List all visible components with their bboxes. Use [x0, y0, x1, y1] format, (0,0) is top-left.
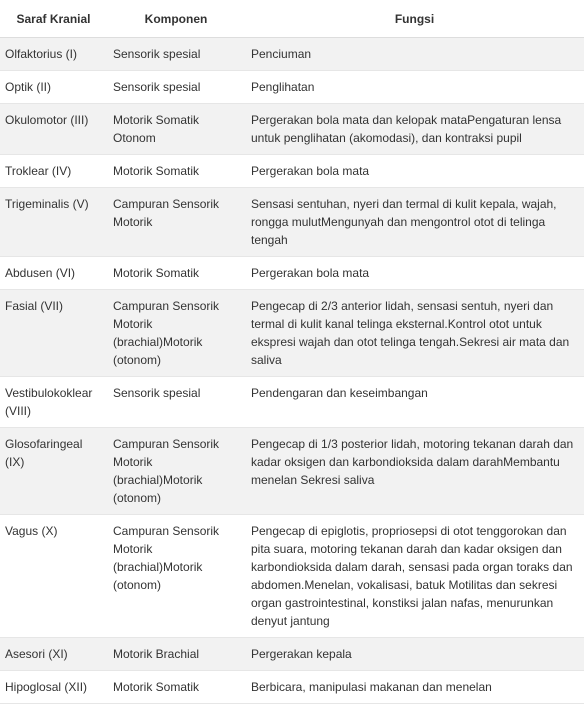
cell-komponen: Campuran Sensorik Motorik (brachial)Motorik (otonom)	[107, 515, 245, 638]
table-row	[0, 104, 584, 155]
cell-saraf: Vagus (X)	[0, 515, 107, 638]
cell-fungsi: Pengecap di 2/3 anterior lidah, sensasi sentuh, nyeri dan termal di kulit kanal telinga eksternal.Kontrol otot untuk ekspresi wajah dan otot telinga tengah.Sekresi air mata dan saliva	[245, 290, 584, 377]
cell-fungsi: Pendengaran dan keseimbangan	[245, 377, 584, 428]
cell-fungsi: Pergerakan bola mata dan kelopak mataPengaturan lensa untuk penglihatan (akomodasi), dan kontraksi pupil	[245, 104, 584, 155]
cell-fungsi: Berbicara, manipulasi makanan dan menelan	[245, 671, 584, 704]
cell-saraf: Glosofaringeal (IX)	[0, 428, 107, 515]
cell-fungsi: Sensasi sentuhan, nyeri dan termal di kulit kepala, wajah, rongga mulutMengunyah dan mengontrol otot di telinga tengah	[245, 188, 584, 257]
cell-saraf: Troklear (IV)	[0, 155, 107, 188]
cell-fungsi: Pergerakan bola mata	[245, 155, 584, 188]
cell-komponen: Sensorik spesial	[107, 71, 245, 104]
cell-fungsi: Pergerakan kepala	[245, 638, 584, 671]
cell-komponen: Motorik Somatik Otonom	[107, 104, 245, 155]
table-row	[0, 155, 584, 188]
table-row	[0, 671, 584, 704]
cell-saraf: Hipoglosal (XII)	[0, 671, 107, 704]
table-row	[0, 71, 584, 104]
cell-fungsi: Penciuman	[245, 38, 584, 71]
cell-komponen: Motorik Somatik	[107, 671, 245, 704]
cell-komponen: Sensorik spesial	[107, 377, 245, 428]
header-saraf-kranial: Saraf Kranial	[0, 0, 107, 38]
table-row	[0, 428, 584, 515]
header-komponen: Komponen	[107, 0, 245, 38]
table-header-row	[0, 0, 584, 38]
cell-saraf: Asesori (XI)	[0, 638, 107, 671]
table-row	[0, 188, 584, 257]
cell-saraf: Abdusen (VI)	[0, 257, 107, 290]
cell-komponen: Motorik Brachial	[107, 638, 245, 671]
cell-fungsi: Pergerakan bola mata	[245, 257, 584, 290]
table-row	[0, 38, 584, 71]
cell-komponen: Sensorik spesial	[107, 38, 245, 71]
table-row	[0, 638, 584, 671]
cell-fungsi: Penglihatan	[245, 71, 584, 104]
table-row	[0, 290, 584, 377]
cell-saraf: Olfaktorius (I)	[0, 38, 107, 71]
cell-fungsi: Pengecap di epiglotis, propriosepsi di otot tenggorokan dan pita suara, motoring tekanan darah dan kadar oksigen dan karbondioksida dalam darah, sensasi pada organ toraks dan abdomen.Menelan, vokalisasi, batuk Motilitas dan sekresi organ gastrointestinal, konstiksi jalan nafas, menurunkan denyut jantung	[245, 515, 584, 638]
cell-komponen: Motorik Somatik	[107, 257, 245, 290]
cell-komponen: Campuran Sensorik Motorik	[107, 188, 245, 257]
cell-saraf: Vestibulokoklear (VIII)	[0, 377, 107, 428]
header-fungsi: Fungsi	[245, 0, 584, 38]
cell-saraf: Okulomotor (III)	[0, 104, 107, 155]
cell-komponen: Campuran Sensorik Motorik (brachial)Motorik (otonom)	[107, 290, 245, 377]
cell-saraf: Trigeminalis (V)	[0, 188, 107, 257]
table-row	[0, 515, 584, 638]
cell-komponen: Campuran Sensorik Motorik (brachial)Motorik (otonom)	[107, 428, 245, 515]
table-row	[0, 377, 584, 428]
cell-fungsi: Pengecap di 1/3 posterior lidah, motoring tekanan darah dan kadar oksigen dan karbondioksida dalam darahMembantu menelan Sekresi saliva	[245, 428, 584, 515]
cell-saraf: Optik (II)	[0, 71, 107, 104]
cell-saraf: Fasial (VII)	[0, 290, 107, 377]
cell-komponen: Motorik Somatik	[107, 155, 245, 188]
table-row	[0, 257, 584, 290]
